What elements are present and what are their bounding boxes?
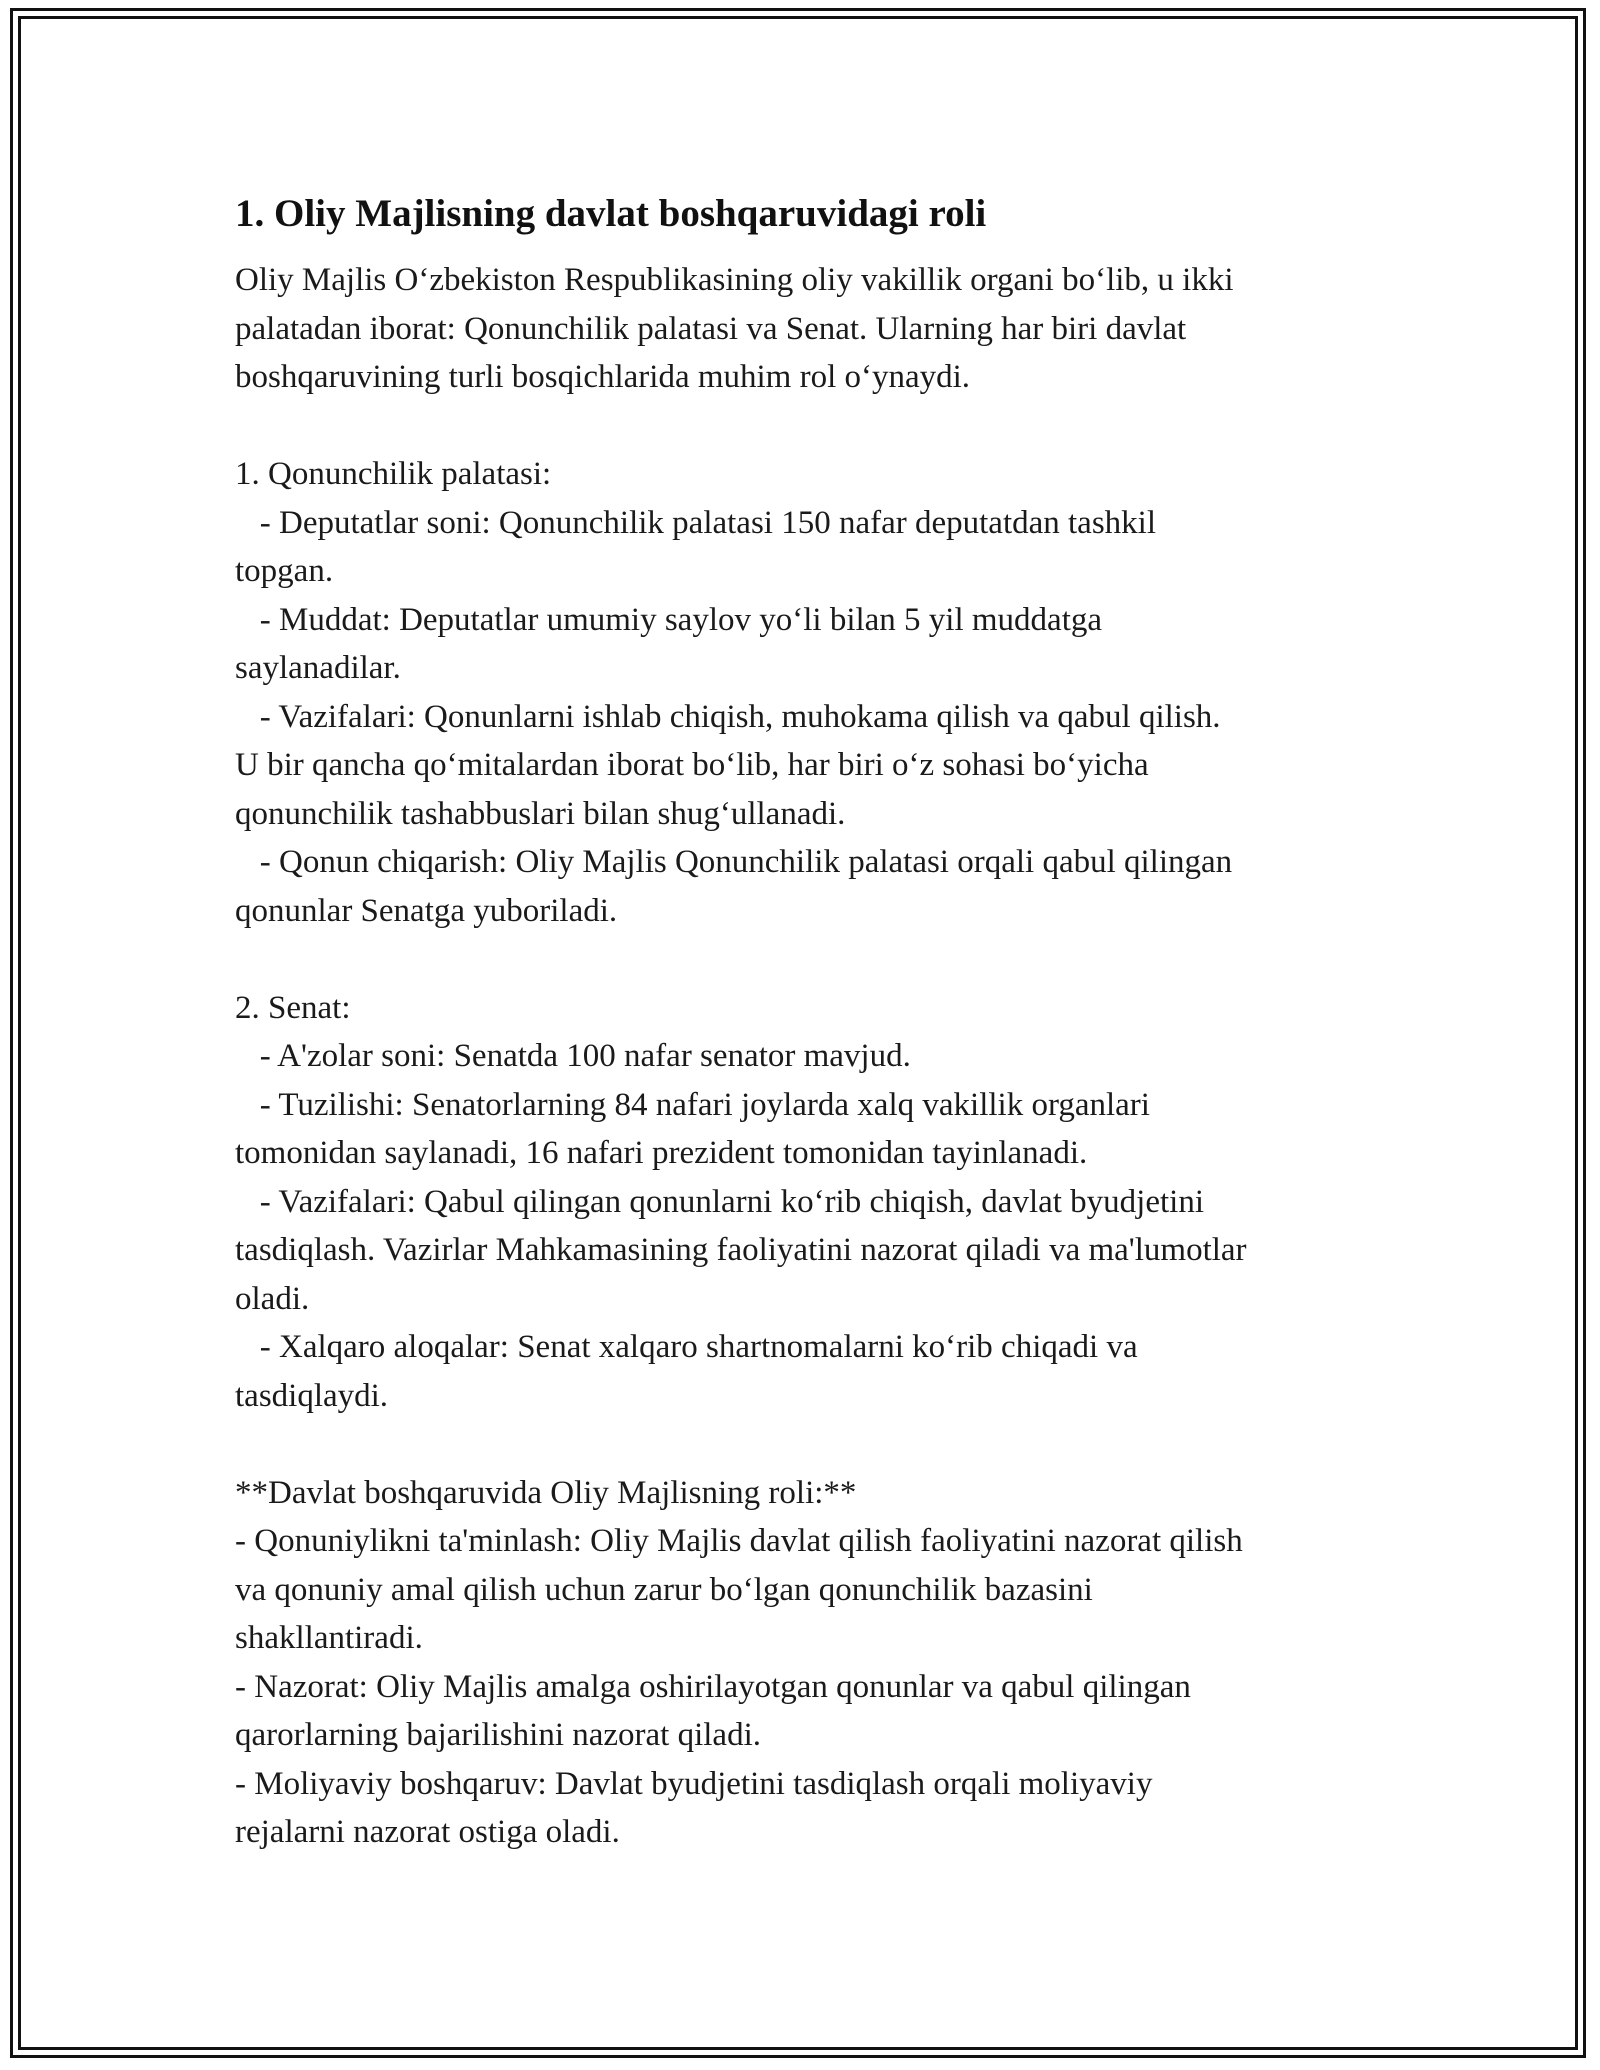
text-line: oladi.	[235, 1280, 310, 1317]
text-line: shakllantiradi.	[235, 1620, 423, 1656]
intro-paragraph	[235, 256, 1395, 402]
document-title: 1. Oliy Majlisning davlat boshqaruvidagi roli	[235, 192, 987, 235]
text-line: tasdiqlash. Vazirlar Mahkamasining faoliyatini nazorat qiladi va ma'lumotlar	[235, 1232, 1247, 1268]
text-line: rejalarni nazorat ostiga oladi.	[235, 1814, 620, 1850]
text-line: boshqaruvining turli bosqichlarida muhim rol o‘ynaydi.	[235, 359, 971, 395]
paragraph-gap	[235, 935, 1395, 984]
text-line: - Xalqaro aloqalar: Senat xalqaro shartnomalarni ko‘rib chiqadi va	[235, 1329, 1138, 1365]
paragraph-gap	[235, 402, 1395, 451]
text-line: - Moliyaviy boshqaruv: Davlat byudjetini tasdiqlash orqali moliyaviy	[235, 1765, 1153, 1802]
text-line: - Nazorat: Oliy Majlis amalga oshirilayotgan qonunlar va qabul qilingan	[235, 1668, 1191, 1705]
text-line: qarorlarning bajarilishini nazorat qiladi.	[235, 1717, 761, 1753]
document-body	[235, 186, 1395, 1857]
text-line: tomonidan saylanadi, 16 nafari prezident tomonidan tayinlanadi.	[235, 1135, 1088, 1171]
text-line: qonunlar Senatga yuboriladi.	[235, 892, 618, 929]
section-senat	[235, 984, 1395, 1421]
text-line: U bir qancha qo‘mitalardan iborat bo‘lib, har biri o‘z sohasi bo‘yicha	[235, 747, 1149, 783]
text-line: topgan.	[235, 553, 334, 589]
text-line: Oliy Majlis O‘zbekiston Respublikasining oliy vakillik organi bo‘lib, u ikki	[235, 262, 1234, 298]
paragraph-gap	[235, 1420, 1395, 1469]
section-heading: 2. Senat:	[235, 989, 351, 1026]
section-qonunchilik-palatasi	[235, 450, 1395, 935]
text-line: va qonuniy amal qilish uchun zarur bo‘lgan qonunchilik bazasini	[235, 1571, 1093, 1608]
text-line: - Deputatlar soni: Qonunchilik palatasi 150 nafar deputatdan tashkil	[235, 504, 1157, 541]
text-line: - A'zolar soni: Senatda 100 nafar senator mavjud.	[235, 1038, 911, 1074]
section-heading: **Davlat boshqaruvida Oliy Majlisning roli:**	[235, 1474, 857, 1511]
section-heading: 1. Qonunchilik palatasi:	[235, 456, 552, 492]
text-line: tasdiqlaydi.	[235, 1377, 389, 1414]
text-line: - Qonun chiqarish: Oliy Majlis Qonunchilik palatasi orqali qabul qilingan	[235, 844, 1233, 880]
text-line: - Tuzilishi: Senatorlarning 84 nafari joylarda xalq vakillik organlari	[235, 1086, 1150, 1123]
text-line: palatadan iborat: Qonunchilik palatasi va Senat. Ularning har biri davlat	[235, 310, 1187, 347]
section-davlat-boshqaruvida-roli	[235, 1469, 1395, 1857]
text-line: - Vazifalari: Qabul qilingan qonunlarni ko‘rib chiqish, davlat byudjetini	[235, 1183, 1205, 1220]
text-line: - Qonuniylikni ta'minlash: Oliy Majlis davlat qilish faoliyatini nazorat qilish	[235, 1523, 1243, 1559]
text-line: qonunchilik tashabbuslari bilan shug‘ullanadi.	[235, 795, 846, 832]
text-line: - Muddat: Deputatlar umumiy saylov yo‘li bilan 5 yil muddatga	[235, 601, 1103, 638]
text-line: - Vazifalari: Qonunlarni ishlab chiqish, muhokama qilish va qabul qilish.	[235, 698, 1221, 735]
text-line: saylanadilar.	[235, 650, 401, 686]
